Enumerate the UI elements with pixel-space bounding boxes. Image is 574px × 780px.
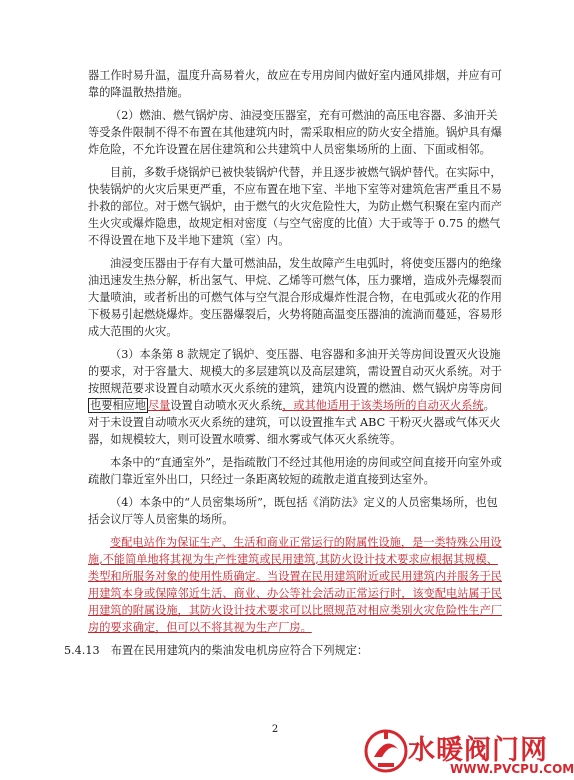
text-line: 等受条件限制不得不布置在其他建筑内时，需采取相应的防火安全措施。锅炉具有爆: [88, 126, 502, 139]
text-line: 扑救的部位。对于燃气锅炉，由于燃气的火灾危险性大，为防止燃气积聚在室内而产: [88, 200, 502, 213]
text-line: 快装锅炉的火灾后果更严重，不应布置在地下室、半地下室等对建筑危害严重且不易: [88, 183, 502, 196]
text-span: 设置自动喷水灭火系统: [170, 399, 283, 412]
text-line: 大量喷油，或者析出的可燃气体与空气混合形成爆炸性混合物，在电弧或火花的作用: [88, 291, 502, 304]
revision-text: 施,不能简单地将其视为生产性建筑或民用建筑,其防火设计技术要求应根据其规模、: [88, 553, 498, 566]
text-line: 器，如规模较大，则可设置水喷雾、细水雾或气体灭火系统等。: [88, 433, 402, 446]
revision-text: 变配电站作为保证生产、生活和商业正常运行的附属性设施，是一类特殊公用设: [110, 536, 502, 549]
valve-logo-icon: [364, 727, 408, 779]
revision-text: 类型和所服务对象的使用性质确定。当设置在民用建筑附近或民用建筑内并服务于民: [88, 570, 502, 583]
revision-text: 房的要求确定，但可以不将其视为生产厂房。: [88, 621, 312, 634]
paragraph-3-start: （3）本条第 8 款规定了锅炉、变压器、电容器和多油开关等房间设置灭火设施: [110, 348, 501, 361]
text-line: 括会议厅等人员密集的场所。: [88, 513, 234, 526]
text-line: 目前，多数手烧锅炉已被快装锅炉代替，并且逐步被燃气锅炉替代。在实际中，: [110, 166, 502, 179]
text-line: 油迅速发生热分解，析出氢气、甲烷、乙烯等可燃气体，压力骤增，造成外壳爆裂而: [88, 274, 502, 287]
page-number: 2: [271, 724, 279, 735]
watermark-url: WWW.PVCPU.COM: [450, 762, 574, 776]
watermark: [362, 726, 574, 780]
text-line: 成大范围的火灾。: [88, 325, 178, 338]
revision-text: 用建筑的附属设施，其防火设计技术要求可以比照规范对相应类别火灾危险性生产厂: [88, 604, 502, 617]
text-line: 的要求，对于容量大、规模大的多层建筑以及高层建筑，需设置自动灭火系统。对于: [88, 365, 502, 378]
text-span: 。: [483, 399, 495, 412]
text-line: 器工作时易升温，温度升高易着火，故应在专用房间内做好室内通风排烟，并应有可: [88, 69, 502, 82]
inserted-text: 尽量: [147, 399, 171, 412]
inserted-text: ，或其他适用于该类场所的自动灭火系统: [282, 399, 484, 412]
text-line: 靠的降温散热措施。: [88, 86, 189, 99]
watermark-brand: 水暖阀门网: [408, 735, 548, 766]
text-line: 生火灾或爆炸隐患，故规定相对密度（与空气密度的比值）大于或等于 0.75 的燃气: [88, 217, 501, 230]
text-line: 本条中的“直通室外”，是指疏散门不经过其他用途的房间或空间直接开向室外或: [110, 456, 502, 469]
revised-line: [88, 398, 495, 413]
text-line: 对于未设置自动喷水灭火系统的建筑，可以设置推车式 ABC 干粉灭火器或气体灭火: [88, 416, 501, 429]
revision-text: 用建筑本身或保障邻近生活、商业、办公等社会活动正常运行时，该变配电站属于民: [88, 587, 502, 600]
paragraph-4-start: （4）本条中的“人员密集场所”，既包括《消防法》定义的人员密集场所，也包: [110, 496, 498, 509]
clause-heading: 5.4.13 布置在民用建筑内的柴油发电机房应符合下列规定：: [64, 644, 369, 657]
text-line: 油浸变压器由于存有大量可燃油品，发生故障产生电弧时，将使变压器内的绝缘: [110, 257, 502, 270]
boxed-deletion: 也要相应地: [90, 399, 146, 412]
text-line: 下极易引起燃烧爆炸。变压器爆裂后，火势将随高温变压器油的流淌而蔓延，容易形: [88, 308, 502, 321]
text-line: 按照规范要求设置自动喷水灭火系统的建筑，建筑内设置的燃油、燃气锅炉房等房间: [88, 382, 502, 395]
text-line: 不得设置在地下及半地下建筑（室）内。: [88, 234, 290, 247]
paragraph-2-start: （2）燃油、燃气锅炉房、油浸变压器室，充有可燃油的高压电容器、多油开关: [110, 109, 498, 122]
text-line: 炸危险，不允许设置在居住建筑和公共建筑中人员密集场所的上面、下面或相邻。: [88, 143, 491, 156]
text-line: 疏散门靠近室外出口，只经过一条距离较短的疏散走道直接到达室外。: [88, 473, 435, 486]
